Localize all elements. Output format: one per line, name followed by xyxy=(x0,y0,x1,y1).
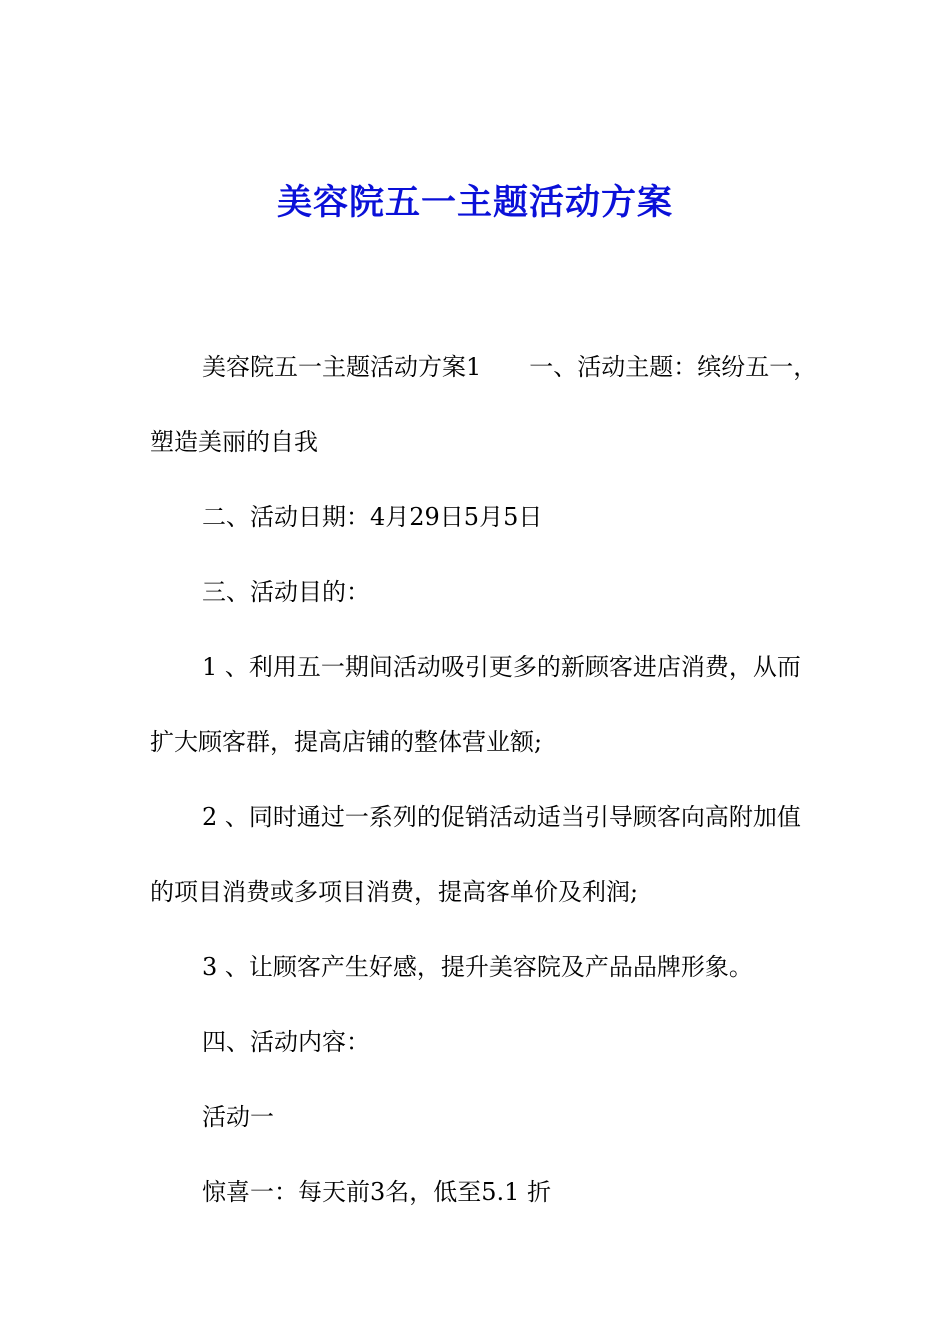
paragraph-purpose-1: 1 、利用五一期间活动吸引更多的新顾客进店消费，从而扩大顾客群，提高店铺的整体营业额; xyxy=(150,653,801,756)
document-body xyxy=(150,330,820,1230)
document-title: 美容院五一主题活动方案 xyxy=(276,183,673,223)
paragraph-date: 二、活动日期：4月29日5月5日 xyxy=(202,503,543,531)
paragraph-surprise-one: 惊喜一：每天前3名，低至5.1 折 xyxy=(202,1178,552,1206)
paragraph-purpose-2: 2 、同时通过一系列的促销活动适当引导顾客向高附加值的项目消费或多项目消费，提高客单价及利润; xyxy=(150,803,801,906)
paragraph-purpose-heading: 三、活动目的： xyxy=(202,578,370,606)
paragraph-purpose-3: 3 、让顾客产生好感，提升美容院及产品品牌形象。 xyxy=(202,953,753,981)
paragraph-content-heading: 四、活动内容： xyxy=(202,1028,370,1056)
paragraph-activity-one: 活动一 xyxy=(202,1103,274,1131)
paragraph-theme: 美容院五一主题活动方案1 一、活动主题：缤纷五一，塑造美丽的自我 xyxy=(150,353,818,456)
